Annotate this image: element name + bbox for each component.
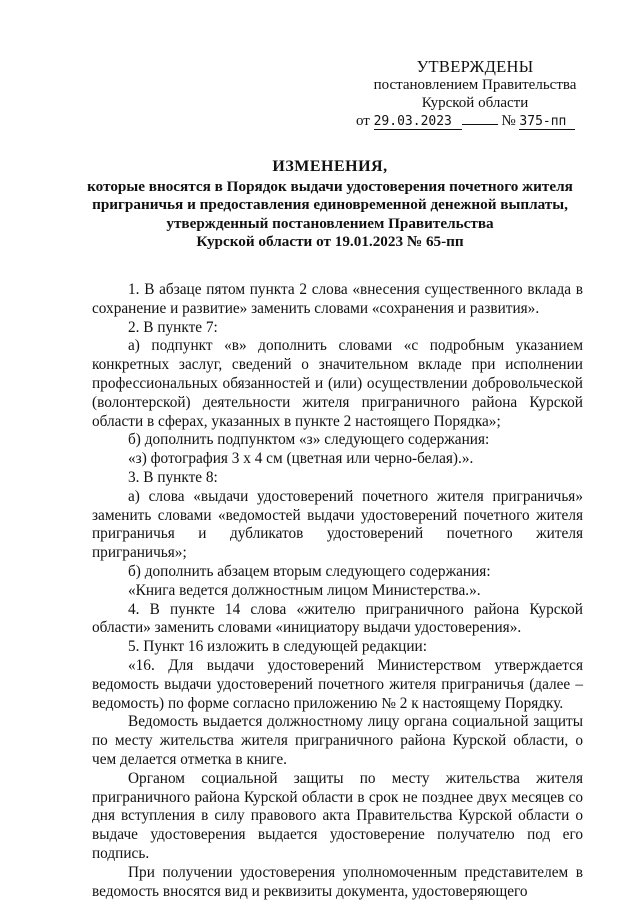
paragraph: б) дополнить подпунктом «з» следующего содержания: xyxy=(128,431,490,449)
title-line-1: которые вносятся в Порядок выдачи удостоверения почетного жителя xyxy=(87,177,573,195)
title-line-2: приграничья и предоставления единовременной денежной выплаты, xyxy=(92,196,568,214)
paragraph: 5. Пункт 16 изложить в следующей редакции: xyxy=(128,638,427,656)
title-line-3: утвержденный постановлением Правительства xyxy=(166,214,494,232)
paragraph: 4. В пункте 14 слова «жителю приграничного района Курской области» заменить словами «инициатору выдачи удостоверения». xyxy=(92,600,583,637)
approval-date: 29.03.2023 xyxy=(374,114,462,130)
date-prefix: от xyxy=(356,113,370,129)
title-line-4: Курской области от 19.01.2023 № 65-пп xyxy=(196,233,464,251)
paragraph: 1. В абзаце пятом пункта 2 слова «внесения существенного вклада в сохранение и развитие» заменить словами «сохранения и развития». xyxy=(92,281,583,317)
paragraph: «16. Для выдачи удостоверений Министерством утверждается ведомость выдачи удостоверений почетного жителя приграничья (далее – ведомость) по форме согласно приложению № 2 к настоящему Порядку. xyxy=(92,656,583,712)
approval-date-line xyxy=(340,112,610,130)
document-title xyxy=(60,158,600,252)
paragraph: Ведомость выдается должностному лицу органа социальной защиты по месту жительства жителя приграничного района Курской области, о чем делается отметка в книге. xyxy=(92,713,583,768)
paragraph: а) подпункт «в» дополнить словами «с подробным указанием конкретных заслуг, сведений о значительном вкладе при исполнении профессиональных обязанностей и (или) осуществлении добровольческой (волонтерской) деятельности жителя приграничного района Курской области в сферах, указанных в пункте 2 настоящего Порядка»; xyxy=(92,337,583,430)
paragraph: б) дополнить абзацем вторым следующего содержания: xyxy=(128,562,491,580)
approval-heading: УТВЕРЖДЕНЫ xyxy=(416,57,534,76)
document-body xyxy=(92,281,583,901)
paragraph: «з) фотография 3 х 4 см (цветная или черно-белая).». xyxy=(128,450,474,468)
paragraph: Органом социальной защиты по месту жительства жителя приграничного района Курской области в срок не позднее двух месяцев со дня вступления в силу правового акта Правительства Курской области о выдаче удостоверения выдается удостоверение получателю под его подпись. xyxy=(92,769,583,862)
date-underline-gap xyxy=(462,112,498,125)
paragraph: «Книга ведется должностным лицом Министерства.». xyxy=(128,581,481,599)
paragraph: а) слова «выдачи удостоверений почетного жителя приграничья» заменить словами «ведомостей выдачи удостоверений почетного жителя приграничья и дубликатов удостоверений почетного жителя приграничья»; xyxy=(92,487,583,562)
paragraph: 3. В пункте 8: xyxy=(128,468,218,486)
paragraph: 2. В пункте 7: xyxy=(128,318,218,336)
number-prefix: № xyxy=(501,113,516,129)
approval-region: Курской области xyxy=(421,95,529,111)
approval-stamp-block xyxy=(340,58,610,130)
title-heading: ИЗМЕНЕНИЯ, xyxy=(272,158,388,175)
paragraph: При получении удостоверения уполномоченным представителем в ведомость вносятся вид и реквизиты документа, удостоверяющего xyxy=(92,863,583,900)
approval-number: 375-пп xyxy=(519,114,575,130)
approval-authority: постановлением Правительства xyxy=(373,77,577,93)
